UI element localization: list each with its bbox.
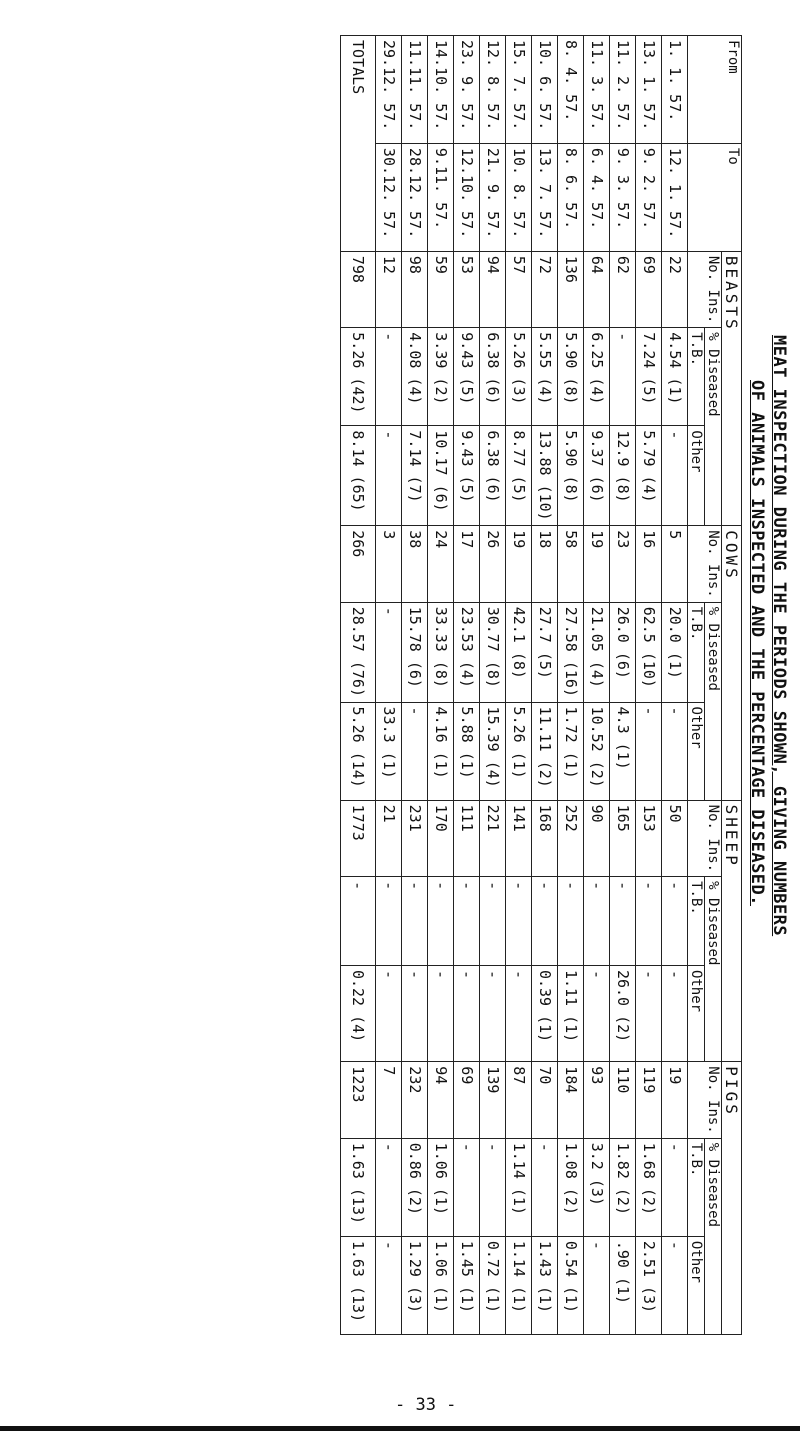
cell-cows-tb: 26.0 (6): [610, 602, 636, 702]
cell-cows-tb: 15.78 (6): [402, 602, 428, 702]
cell-to-date: 13. 7. 57.: [532, 143, 558, 251]
cell-from-date: 23. 9. 57.: [454, 36, 480, 144]
table-row: [480, 36, 506, 1335]
cell-sheep-other: 0.39 (1): [532, 965, 558, 1061]
cell-beasts-no: 57: [506, 251, 532, 327]
cell-sheep-no: 170: [428, 800, 454, 876]
cell-cows-tb: 27.58 (16): [558, 602, 584, 702]
cell-pigs-tb: -: [662, 1138, 688, 1236]
cell-to-date: 9.11. 57.: [428, 143, 454, 251]
cell-sheep-tb: -: [584, 877, 610, 966]
cell-from-date: 29.12. 57.: [376, 36, 402, 144]
cell-pigs-other: -: [376, 1236, 402, 1334]
cell-beasts-tb: 7.24 (5): [636, 328, 662, 426]
cell-sheep-tb: -: [480, 877, 506, 966]
cell-cows-tb: -: [376, 602, 402, 702]
heading-line-1: MEAT INSPECTION DURING THE PERIODS SHOWN, GIVING NUMBERS: [769, 335, 789, 937]
cell-pigs-other: 0.54 (1): [558, 1236, 584, 1334]
totals-pigs-other: 1.63 (13): [341, 1236, 376, 1334]
header-beasts: BEASTS: [722, 251, 742, 525]
cell-to-date: 12. 1. 57.: [662, 143, 688, 251]
table-row: [402, 36, 428, 1335]
cell-pigs-tb: -: [376, 1138, 402, 1236]
totals-pigs-no: 1223: [341, 1062, 376, 1138]
header-beasts-pct-diseased: % Diseased: [705, 328, 722, 526]
table-row: [558, 36, 584, 1335]
cell-sheep-no: 141: [506, 800, 532, 876]
cell-pigs-other: 1.43 (1): [532, 1236, 558, 1334]
cell-sheep-other: -: [480, 965, 506, 1061]
table-row: [584, 36, 610, 1335]
cell-to-date: 30.12. 57.: [376, 143, 402, 251]
cell-beasts-no: 22: [662, 251, 688, 327]
cell-sheep-other: -: [636, 965, 662, 1061]
cell-pigs-no: 7: [376, 1062, 402, 1138]
cell-cows-tb: 27.7 (5): [532, 602, 558, 702]
cell-cows-no: 58: [558, 526, 584, 602]
totals-sheep-tb: -: [341, 877, 376, 966]
cell-pigs-tb: 1.68 (2): [636, 1138, 662, 1236]
table-row: [532, 36, 558, 1335]
cell-cows-tb: 21.05 (4): [584, 602, 610, 702]
cell-pigs-tb: -: [480, 1138, 506, 1236]
cell-from-date: 1. 1. 57.: [662, 36, 688, 144]
cell-pigs-other: 1.06 (1): [428, 1236, 454, 1334]
cell-pigs-other: -: [584, 1236, 610, 1334]
cell-beasts-tb: 6.25 (4): [584, 328, 610, 426]
cell-cows-no: 18: [532, 526, 558, 602]
header-cows-other: Other: [688, 702, 705, 800]
cell-sheep-other: 1.11 (1): [558, 965, 584, 1061]
header-cows-pct-diseased: % Diseased: [705, 602, 722, 800]
totals-cows-other: 5.26 (14): [341, 702, 376, 800]
cell-cows-tb: 42.1 (8): [506, 602, 532, 702]
cell-sheep-tb: -: [662, 877, 688, 966]
cell-sheep-tb: -: [454, 877, 480, 966]
cell-cows-other: 33.3 (1): [376, 702, 402, 800]
cell-beasts-no: 64: [584, 251, 610, 327]
cell-pigs-other: 1.45 (1): [454, 1236, 480, 1334]
cell-beasts-other: 5.90 (8): [558, 426, 584, 526]
cell-from-date: 8. 4. 57.: [558, 36, 584, 144]
meat-inspection-table: [340, 35, 742, 1335]
cell-sheep-no: 221: [480, 800, 506, 876]
cell-beasts-no: 62: [610, 251, 636, 327]
cell-beasts-other: 8.77 (5): [506, 426, 532, 526]
cell-pigs-tb: 1.06 (1): [428, 1138, 454, 1236]
cell-sheep-other: -: [376, 965, 402, 1061]
table-row: [376, 36, 402, 1335]
cell-cows-no: 5: [662, 526, 688, 602]
cell-cows-no: 17: [454, 526, 480, 602]
cell-cows-no: 23: [610, 526, 636, 602]
cell-sheep-tb: -: [506, 877, 532, 966]
cell-cows-tb: 23.53 (4): [454, 602, 480, 702]
cell-cows-tb: 30.77 (8): [480, 602, 506, 702]
rotated-sheet: [20, 5, 790, 1335]
cell-beasts-tb: 9.43 (5): [454, 328, 480, 426]
header-from: From: [688, 36, 742, 144]
cell-cows-other: 11.11 (2): [532, 702, 558, 800]
cell-beasts-other: -: [376, 426, 402, 526]
cell-pigs-other: 2.51 (3): [636, 1236, 662, 1334]
table-row: [428, 36, 454, 1335]
header-pigs: PIGS: [722, 1062, 742, 1335]
scan-edge-bar: [0, 1426, 800, 1431]
cell-beasts-other: 13.88 (10): [532, 426, 558, 526]
cell-from-date: 13. 1. 57.: [636, 36, 662, 144]
totals-sheep-other: 0.22 (4): [341, 965, 376, 1061]
cell-cows-no: 26: [480, 526, 506, 602]
cell-pigs-other: 1.14 (1): [506, 1236, 532, 1334]
header-sheep-pct-diseased: % Diseased: [705, 877, 722, 1062]
header-to: To: [688, 143, 742, 251]
cell-sheep-other: -: [402, 965, 428, 1061]
cell-beasts-no: 94: [480, 251, 506, 327]
totals-pigs-tb: 1.63 (13): [341, 1138, 376, 1236]
cell-beasts-other: -: [662, 426, 688, 526]
header-cows-tb: T.B.: [688, 602, 705, 702]
header-sheep-no-ins: No. Ins.: [688, 800, 722, 876]
cell-cows-other: 4.16 (1): [428, 702, 454, 800]
cell-pigs-tb: 1.08 (2): [558, 1138, 584, 1236]
heading-line-2: OF ANIMALS INSPECTED AND THE PERCENTAGE DISEASED.: [747, 380, 767, 907]
cell-beasts-tb: 4.08 (4): [402, 328, 428, 426]
totals-beasts-no: 798: [341, 251, 376, 327]
header-beasts-other: Other: [688, 426, 705, 526]
page-number: - 33 -: [395, 1395, 457, 1415]
cell-pigs-tb: 0.86 (2): [402, 1138, 428, 1236]
cell-sheep-tb: -: [376, 877, 402, 966]
cell-from-date: 10. 6. 57.: [532, 36, 558, 144]
header-cows: COWS: [722, 526, 742, 800]
cell-beasts-no: 59: [428, 251, 454, 327]
cell-sheep-other: -: [662, 965, 688, 1061]
cell-sheep-no: 153: [636, 800, 662, 876]
cell-pigs-tb: 3.2 (3): [584, 1138, 610, 1236]
cell-cows-no: 38: [402, 526, 428, 602]
totals-sheep-no: 1773: [341, 800, 376, 876]
cell-cows-no: 19: [584, 526, 610, 602]
cell-pigs-other: .90 (1): [610, 1236, 636, 1334]
cell-beasts-no: 69: [636, 251, 662, 327]
table-heading: [746, 335, 790, 1235]
cell-pigs-tb: -: [532, 1138, 558, 1236]
cell-beasts-tb: -: [376, 328, 402, 426]
cell-from-date: 11.11. 57.: [402, 36, 428, 144]
cell-cows-other: 5.26 (1): [506, 702, 532, 800]
header-sheep: SHEEP: [722, 800, 742, 1062]
cell-sheep-no: 111: [454, 800, 480, 876]
cell-beasts-tb: -: [610, 328, 636, 426]
cell-pigs-tb: 1.82 (2): [610, 1138, 636, 1236]
cell-cows-other: 1.72 (1): [558, 702, 584, 800]
cell-cows-tb: 20.0 (1): [662, 602, 688, 702]
cell-beasts-other: 10.17 (6): [428, 426, 454, 526]
header-pigs-other: Other: [688, 1236, 705, 1334]
header-sheep-other: Other: [688, 965, 705, 1061]
header-beasts-tb: T.B.: [688, 328, 705, 426]
cell-pigs-no: 87: [506, 1062, 532, 1138]
cell-beasts-other: 6.38 (6): [480, 426, 506, 526]
cell-cows-other: -: [662, 702, 688, 800]
cell-beasts-other: 9.43 (5): [454, 426, 480, 526]
cell-sheep-no: 165: [610, 800, 636, 876]
cell-sheep-tb: -: [428, 877, 454, 966]
cell-sheep-no: 90: [584, 800, 610, 876]
table-row: [662, 36, 688, 1335]
cell-beasts-tb: 4.54 (1): [662, 328, 688, 426]
cell-pigs-no: 93: [584, 1062, 610, 1138]
cell-to-date: 9. 2. 57.: [636, 143, 662, 251]
cell-cows-no: 24: [428, 526, 454, 602]
totals-beasts-tb: 5.26 (42): [341, 328, 376, 426]
header-beasts-no-ins: No. Ins.: [688, 251, 722, 327]
cell-sheep-no: 50: [662, 800, 688, 876]
cell-from-date: 14.10. 57.: [428, 36, 454, 144]
cell-cows-other: 15.39 (4): [480, 702, 506, 800]
cell-sheep-other: -: [454, 965, 480, 1061]
cell-beasts-other: 7.14 (7): [402, 426, 428, 526]
cell-sheep-tb: -: [402, 877, 428, 966]
cell-beasts-tb: 3.39 (2): [428, 328, 454, 426]
cell-from-date: 12. 8. 57.: [480, 36, 506, 144]
table-row: [636, 36, 662, 1335]
cell-sheep-no: 252: [558, 800, 584, 876]
cell-from-date: 15. 7. 57.: [506, 36, 532, 144]
table-row: [610, 36, 636, 1335]
cell-cows-other: 4.3 (1): [610, 702, 636, 800]
cell-to-date: 8. 6. 57.: [558, 143, 584, 251]
cell-cows-tb: 62.5 (10): [636, 602, 662, 702]
cell-cows-no: 19: [506, 526, 532, 602]
cell-sheep-tb: -: [532, 877, 558, 966]
cell-cows-no: 16: [636, 526, 662, 602]
cell-beasts-tb: 5.26 (3): [506, 328, 532, 426]
cell-beasts-other: 5.79 (4): [636, 426, 662, 526]
cell-pigs-no: 94: [428, 1062, 454, 1138]
cell-sheep-other: 26.0 (2): [610, 965, 636, 1061]
cell-beasts-tb: 6.38 (6): [480, 328, 506, 426]
cell-sheep-tb: -: [636, 877, 662, 966]
totals-cows-no: 266: [341, 526, 376, 602]
cell-pigs-other: -: [662, 1236, 688, 1334]
cell-from-date: 11. 3. 57.: [584, 36, 610, 144]
cell-beasts-no: 12: [376, 251, 402, 327]
cell-pigs-other: 0.72 (1): [480, 1236, 506, 1334]
cell-sheep-other: -: [506, 965, 532, 1061]
cell-beasts-no: 98: [402, 251, 428, 327]
cell-to-date: 9. 3. 57.: [610, 143, 636, 251]
cell-cows-other: 10.52 (2): [584, 702, 610, 800]
cell-pigs-no: 110: [610, 1062, 636, 1138]
cell-pigs-no: 119: [636, 1062, 662, 1138]
cell-to-date: 10. 8. 57.: [506, 143, 532, 251]
cell-beasts-no: 53: [454, 251, 480, 327]
cell-pigs-no: 139: [480, 1062, 506, 1138]
cell-cows-other: -: [402, 702, 428, 800]
cell-pigs-no: 19: [662, 1062, 688, 1138]
cell-from-date: 11. 2. 57.: [610, 36, 636, 144]
cell-sheep-no: 21: [376, 800, 402, 876]
cell-pigs-no: 70: [532, 1062, 558, 1138]
cell-pigs-no: 69: [454, 1062, 480, 1138]
table-row: [506, 36, 532, 1335]
table-body: [376, 36, 688, 1335]
cell-pigs-no: 184: [558, 1062, 584, 1138]
cell-beasts-no: 72: [532, 251, 558, 327]
totals-beasts-other: 8.14 (65): [341, 426, 376, 526]
cell-pigs-other: 1.29 (3): [402, 1236, 428, 1334]
cell-to-date: 6. 4. 57.: [584, 143, 610, 251]
cell-beasts-tb: 5.90 (8): [558, 328, 584, 426]
cell-sheep-other: -: [584, 965, 610, 1061]
cell-beasts-no: 136: [558, 251, 584, 327]
cell-beasts-other: 9.37 (6): [584, 426, 610, 526]
cell-cows-no: 3: [376, 526, 402, 602]
cell-pigs-tb: 1.14 (1): [506, 1138, 532, 1236]
cell-to-date: 21. 9. 57.: [480, 143, 506, 251]
cell-to-date: 12.10. 57.: [454, 143, 480, 251]
header-pigs-tb: T.B.: [688, 1138, 705, 1236]
cell-to-date: 28.12. 57.: [402, 143, 428, 251]
cell-sheep-tb: -: [610, 877, 636, 966]
cell-sheep-tb: -: [558, 877, 584, 966]
header-cows-no-ins: No. Ins.: [688, 526, 722, 602]
totals-cows-tb: 28.57 (76): [341, 602, 376, 702]
totals-row: [341, 36, 376, 1335]
cell-cows-other: 5.88 (1): [454, 702, 480, 800]
cell-sheep-other: -: [428, 965, 454, 1061]
header-pigs-pct-diseased: % Diseased: [705, 1138, 722, 1334]
cell-beasts-other: 12.9 (8): [610, 426, 636, 526]
table-row: [454, 36, 480, 1335]
cell-pigs-tb: -: [454, 1138, 480, 1236]
cell-beasts-tb: 5.55 (4): [532, 328, 558, 426]
header-sheep-tb: T.B.: [688, 877, 705, 966]
cell-cows-other: -: [636, 702, 662, 800]
cell-pigs-no: 232: [402, 1062, 428, 1138]
cell-sheep-no: 231: [402, 800, 428, 876]
cell-sheep-no: 168: [532, 800, 558, 876]
header-pigs-no-ins: No. Ins.: [688, 1062, 722, 1138]
totals-label: TOTALS: [341, 36, 376, 252]
cell-cows-tb: 33.33 (8): [428, 602, 454, 702]
